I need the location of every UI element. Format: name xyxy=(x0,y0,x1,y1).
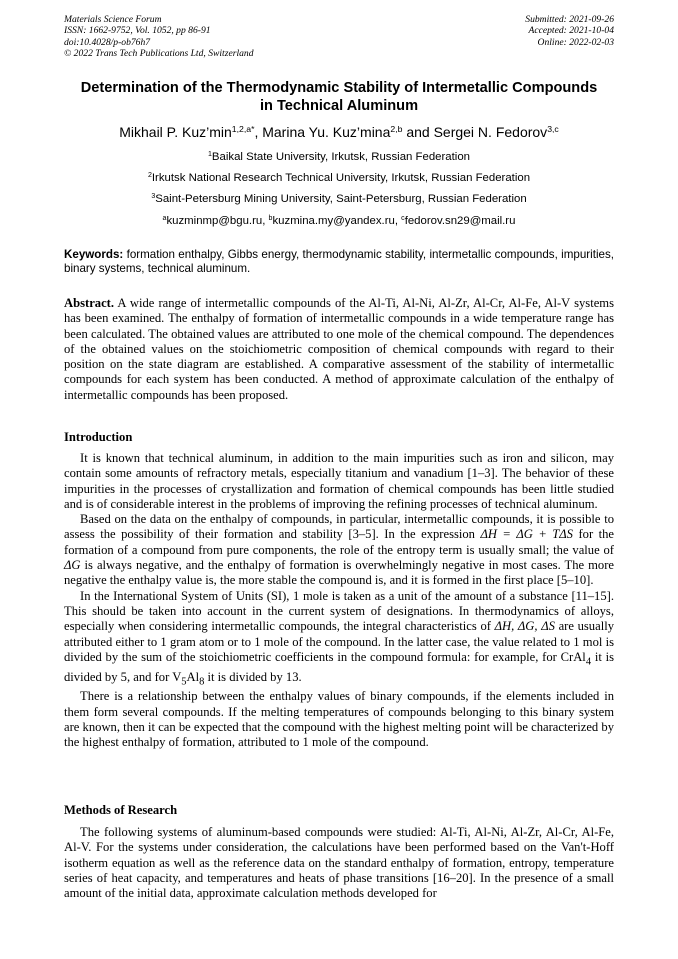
affiliation-1-sup: 1 xyxy=(207,151,212,159)
email-b-sup: b xyxy=(268,215,273,223)
affiliation-3-text: Saint-Petersburg Mining University, Saint-Petersburg, Russian Federation xyxy=(155,193,527,205)
intro-paragraph-4: There is a relationship between the enthalpy values of binary compounds, if the elements included in them form several compounds. If the melting temperatures of compounds belonging to this binary system are known, then it can be expected that the compound with the highest melting point will be characterized by the highest enthalpy of formation, attributed to 1 mole of the compound. xyxy=(64,689,614,750)
intro-paragraph-3 xyxy=(64,589,614,690)
affiliation-2-text: Irkutsk National Research Technical University, Irkutsk, Russian Federation xyxy=(151,172,531,184)
email-b[interactable]: kuzmina.my@yandex.ru, xyxy=(272,215,402,227)
date-online: Online: 2022-02-03 xyxy=(537,36,614,48)
title-line-2: in Technical Aluminum xyxy=(259,97,419,114)
subscript: 5 xyxy=(181,676,187,688)
journal-copyright: © 2022 Trans Tech Publications Ltd, Switzerland xyxy=(64,48,254,60)
subscript: 8 xyxy=(199,676,205,688)
affiliation-2-sup: 2 xyxy=(147,172,152,180)
author-separator: , xyxy=(254,124,263,140)
intro-p3-text: it is divided by 13. xyxy=(204,669,302,684)
intro-p2-text: is always negative, and the enthalpy of formation is overwhelmingly negative in most cases. The more negative the enthalpy value is, the more stable the compound is, and it is formed in the first place [5–10]. xyxy=(64,558,614,588)
paper-title xyxy=(40,80,638,115)
introduction-heading: Introduction xyxy=(64,430,133,444)
introduction-body xyxy=(64,451,614,751)
email-a[interactable]: kuzminmp@bgu.ru, xyxy=(166,215,269,227)
intro-paragraph-2 xyxy=(64,512,614,588)
intro-p3-text: In the International System of Units (SI), 1 mole is taken as a unit of the amount of a substance [11–15]. This should be taken into account in the current system of designations. In thermodynamics of alloys, especially when considering intermetallic compounds, the integral characteristics of xyxy=(64,588,614,634)
subscript: 4 xyxy=(585,656,592,668)
author-emails xyxy=(20,214,658,228)
author-separator: and xyxy=(402,124,434,140)
affiliation-3 xyxy=(20,192,658,206)
journal-header xyxy=(64,14,254,60)
author-list xyxy=(20,123,658,141)
title-line-1: Determination of the Thermodynamic Stability of Intermetallic Compounds xyxy=(80,80,598,96)
intro-p2-text: for the formation of a compound from pure components, the role of the entropy term is usually small; the value of xyxy=(64,527,614,557)
intro-p3-text: are usually attributed either to 1 gram atom or to 1 mole of the compound. In the latter case, the value related to 1 mol is divided by the sum of the stoichiometric coefficients in the compound formula: for example, for CrAl xyxy=(64,619,614,664)
abstract-block xyxy=(64,296,614,403)
dates-header xyxy=(525,14,614,48)
author-3-sup: 3,c xyxy=(547,124,559,135)
affiliation-3-sup: 3 xyxy=(151,193,156,201)
date-accepted: Accepted: 2021-10-04 xyxy=(528,25,614,37)
date-submitted: Submitted: 2021-09-26 xyxy=(525,14,614,25)
affiliation-1 xyxy=(20,150,658,164)
methods-heading: Methods of Research xyxy=(64,803,178,817)
email-a-sup: a xyxy=(162,215,167,223)
intro-p2-text: Based on the data on the enthalpy of compounds, in particular, intermetallic compounds, it is possible to assess the possibility of their formation and stability [3–5]. In the expression xyxy=(64,512,614,542)
abstract-text: A wide range of intermetallic compounds of the Al-Ti, Al-Ni, Al-Zr, Al-Cr, Al-Fe, Al-V systems has been examined. The enthalpy of formation of intermetallic compounds in a wide temperature range has been calculated. The obtained values are attributed to one mole of the chemical compound. The dependences of the obtained values on the stoichiometric composition of chemical compounds with regard to their position on the state diagram are established. A comparative assessment of the stability of intermetallic compounds for each system has been conducted. A method of approximate calculation of the enthalpy of intermetallic compounds has been proposed. xyxy=(64,296,614,402)
author-1: Mikhail P. Kuz’min xyxy=(119,124,232,140)
intro-p3-text: Al xyxy=(186,669,200,684)
methods-paragraph-1: The following systems of aluminum-based compounds were studied: Al-Ti, Al-Ni, Al-Zr, Al-Cr, Al-Fe, Al-V. For the systems under consideration, the calculations have been performed based on the Van't-Hoff isotherm equation as well as the reference data on the standard enthalpy of formation, entropy, temperature series of heat capacity, and temperatures and heats of phase transitions [16–20]. In the presence of a small amount of the initial data, approximate calculation methods developed for xyxy=(64,825,614,901)
author-3: Sergei N. Fedorov xyxy=(433,124,548,140)
keywords-label: Keywords: xyxy=(64,248,124,261)
keywords-block xyxy=(64,248,614,276)
journal-issn: ISSN: 1662-9752, Vol. 1052, pp 86-91 xyxy=(64,25,211,37)
journal-name: Materials Science Forum xyxy=(64,14,162,25)
author-2: Marina Yu. Kuz’mina xyxy=(262,124,391,140)
email-c-sup: c xyxy=(401,215,405,223)
abstract-label: Abstract. xyxy=(64,296,115,310)
intro-p3-text: it is divided by 5, and for V xyxy=(64,649,614,684)
email-c[interactable]: fedorov.sn29@mail.ru xyxy=(404,215,516,227)
affiliation-2 xyxy=(20,171,658,185)
intro-paragraph-1: It is known that technical aluminum, in addition to the main impurities such as iron and silicon, may contain some amounts of refractory metals, especially titanium and vanadium [1–3]. The behavior of these impurities in the processes of crystallization and formation of chemical compounds has been little studied and is of considerable interest in the problems of improving the refining processes of technical aluminum. xyxy=(64,451,614,511)
author-1-sup: 1,2,a* xyxy=(231,124,255,135)
author-2-sup: 2,b xyxy=(390,124,403,135)
keywords-text: formation enthalpy, Gibbs energy, thermodynamic stability, intermetallic compounds, impurities, binary systems, technical aluminum. xyxy=(64,248,614,276)
gibbs-equation: ΔH = ΔG + TΔS xyxy=(480,527,573,542)
methods-body xyxy=(64,825,614,901)
journal-doi: doi:10.4028/p-ob76h7 xyxy=(64,36,151,48)
delta-g-symbol: ΔG xyxy=(64,558,81,573)
thermo-variables: ΔH, ΔG, ΔS xyxy=(494,619,555,634)
affiliation-1-text: Baikal State University, Irkutsk, Russian Federation xyxy=(211,151,470,163)
